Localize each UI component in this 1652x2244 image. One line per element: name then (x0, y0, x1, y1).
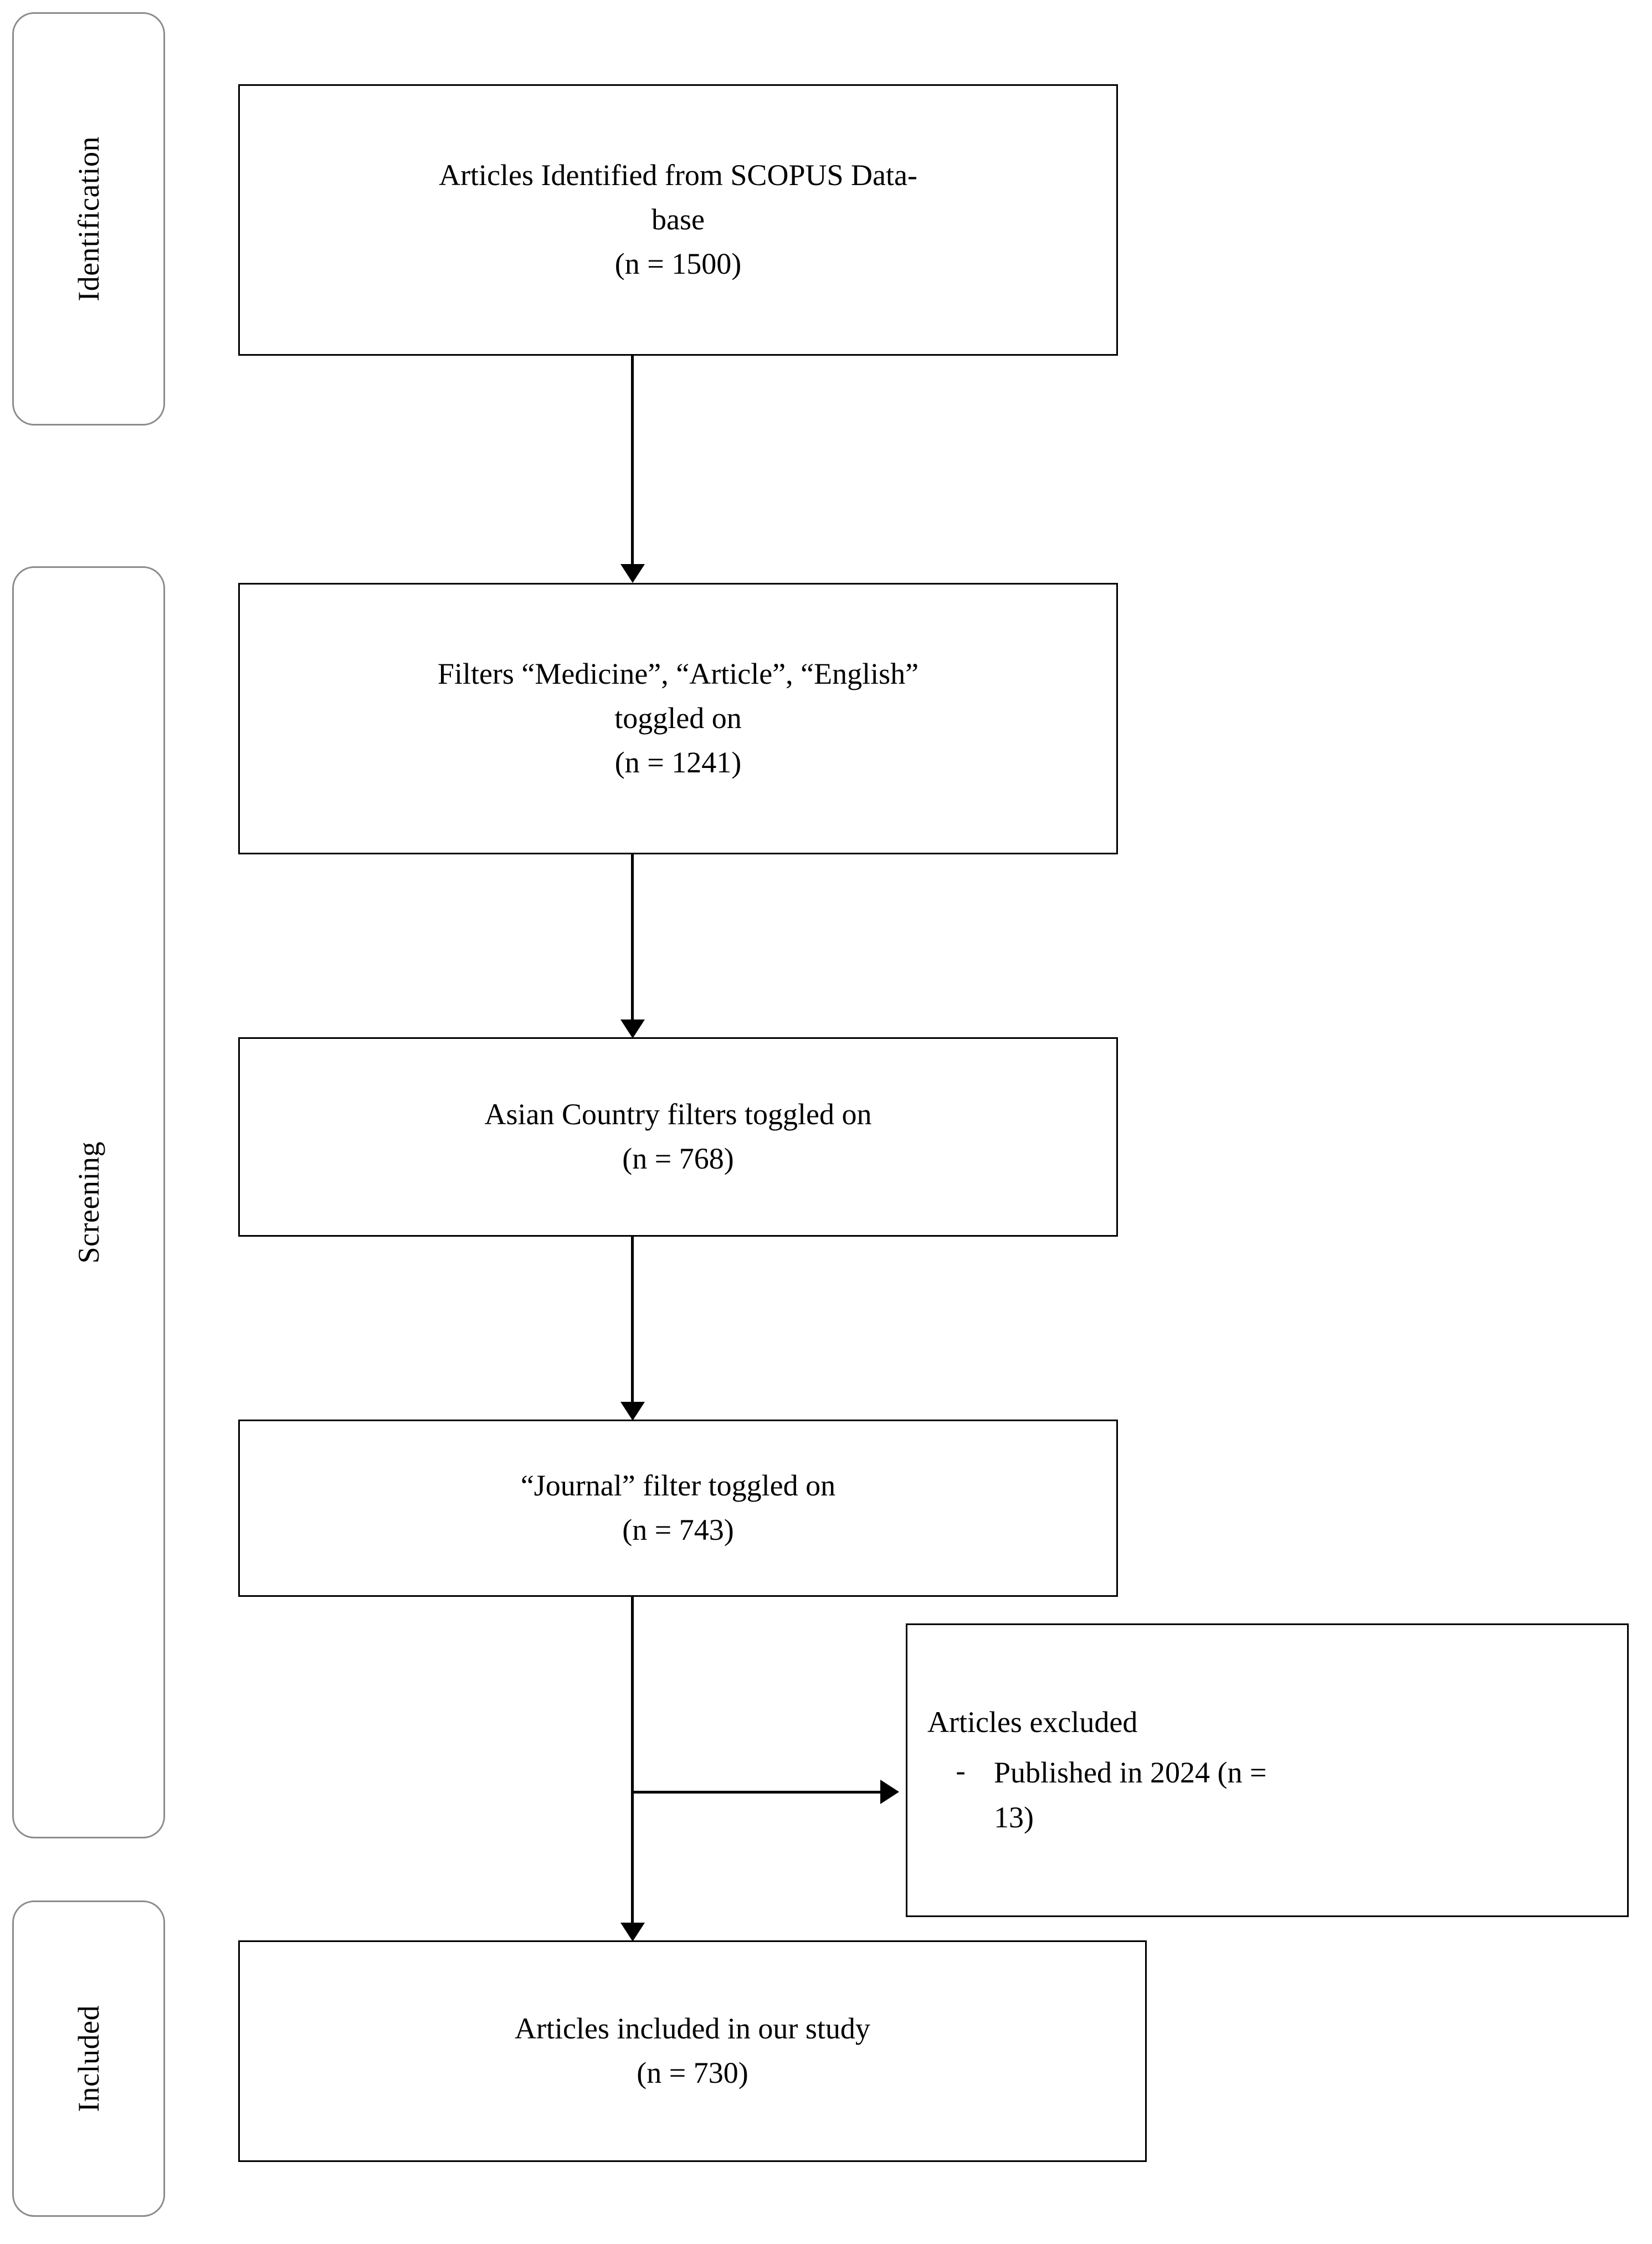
identified-box-line-1: Articles Identified from SCOPUS Data- (439, 158, 917, 192)
connector-filters-to-asian (631, 854, 634, 1032)
filters-box-line-2: toggled on (614, 701, 742, 735)
filters-box-line-3: (n = 1241) (614, 745, 742, 779)
arrowhead-filters-to-asian (620, 1019, 645, 1038)
excluded-box-bullet-line-2: 13) (994, 1800, 1034, 1834)
connector-journal-to-excluded (631, 1791, 886, 1794)
excluded-box (906, 1623, 1629, 1917)
excluded-box-title: Articles excluded (927, 1705, 1138, 1739)
stage-label-included-text: Included (72, 2005, 105, 2112)
excluded-box-bullet-text (994, 1750, 1610, 1840)
filters-box-line-1: Filters “Medicine”, “Article”, “English” (437, 657, 919, 691)
identified-box (238, 84, 1118, 356)
excluded-box-bullet-line-1: Published in 2024 (n = (994, 1755, 1267, 1789)
journal-filter-box-line-2: (n = 743) (622, 1513, 734, 1546)
connector-identified-to-filters (631, 356, 634, 577)
journal-filter-box (238, 1420, 1118, 1597)
stage-label-included (12, 1900, 165, 2217)
included-box (238, 1940, 1147, 2162)
stage-label-identification-text: Identification (72, 136, 105, 301)
stage-label-screening-text: Screening (72, 1141, 105, 1264)
included-box-line-2: (n = 730) (637, 2056, 748, 2089)
excluded-box-bullet-marker: - (956, 1755, 966, 1787)
connector-journal-to-included (631, 1597, 634, 1935)
asian-country-box-line-2: (n = 768) (622, 1142, 734, 1175)
arrowhead-asian-to-journal (620, 1402, 645, 1421)
identified-box-line-3: (n = 1500) (614, 247, 742, 280)
arrowhead-journal-to-included (620, 1923, 645, 1941)
included-box-line-1: Articles included in our study (515, 2012, 870, 2046)
journal-filter-box-line-1: “Journal” filter toggled on (520, 1469, 836, 1503)
arrowhead-journal-to-excluded (880, 1780, 899, 1804)
identified-box-line-2: base (651, 203, 705, 237)
stage-label-identification (12, 12, 165, 426)
asian-country-box (238, 1037, 1118, 1237)
asian-country-box-line-1: Asian Country filters toggled on (484, 1098, 872, 1131)
filters-box (238, 583, 1118, 854)
excluded-box-bullet (927, 1750, 1610, 1840)
arrowhead-identified-to-filters (620, 564, 645, 583)
connector-asian-to-journal (631, 1237, 634, 1414)
stage-label-screening (12, 566, 165, 1838)
